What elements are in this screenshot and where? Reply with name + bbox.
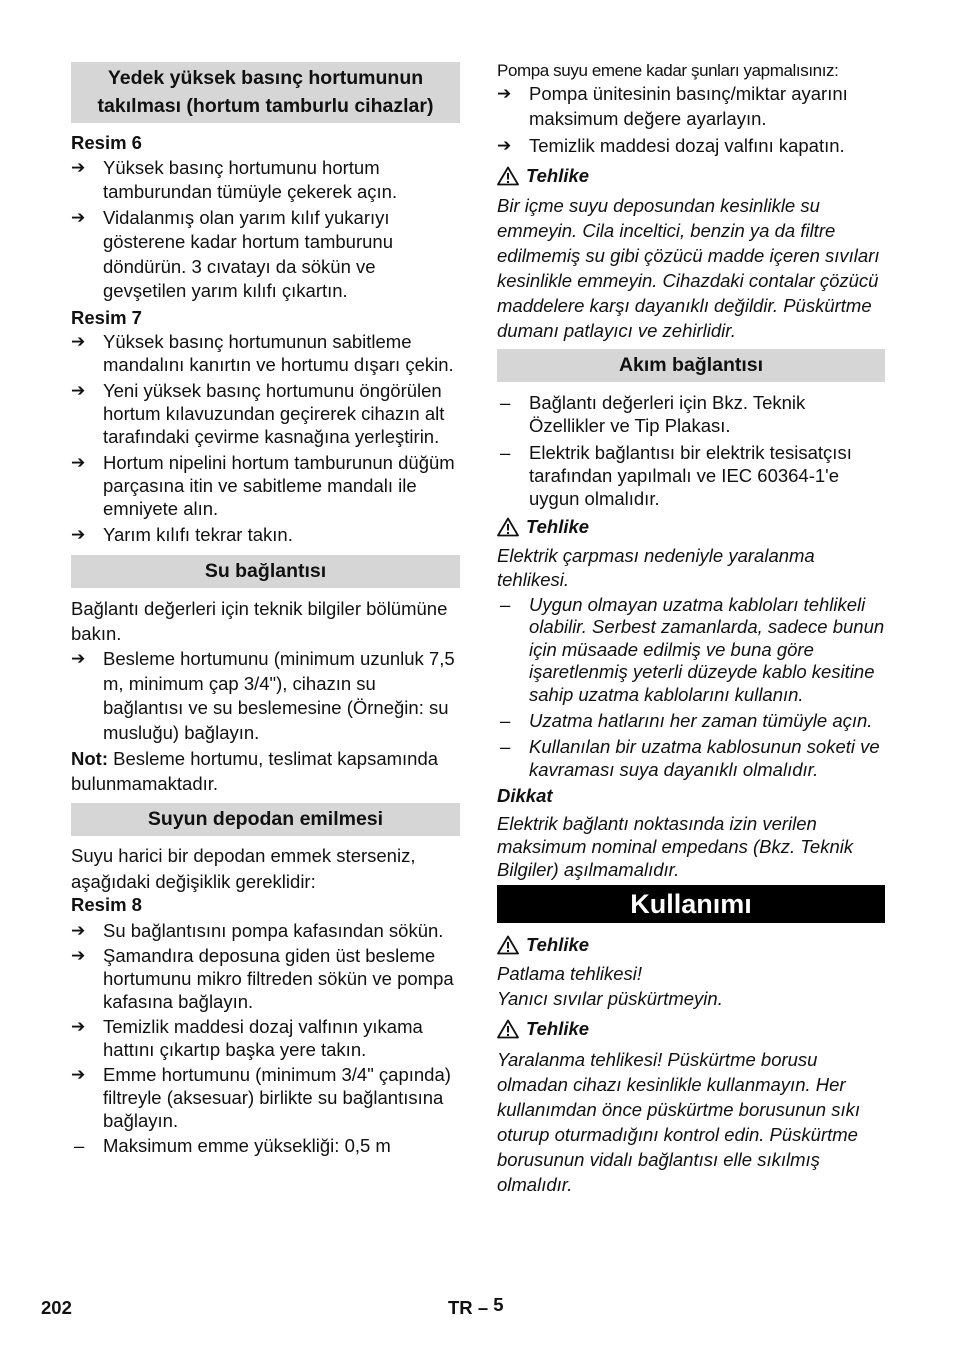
list-item: ➔ Yarım kılıfı tekrar takın.	[71, 524, 293, 545]
list-item: – Uzatma hatlarını her zaman tümüyle açın.	[497, 709, 885, 732]
section-heading-hose-replacement: Yedek yüksek basınç hortumunun takılması (hortum tamburlu cihazlar)	[71, 62, 460, 123]
arrow-icon: ➔	[71, 920, 86, 940]
dash-bullet: –	[74, 1134, 85, 1156]
danger-text: Patlama tehlikesi!	[497, 963, 642, 984]
danger-label: Tehlike	[497, 933, 885, 958]
paragraph: Bağlantı değerleri için teknik bilgiler bölümüne bakın.	[71, 598, 448, 644]
list-item: ➔ Hortum nipelini hortum tamburunun düğüm parçasına itin ve sabitleme mandalı ile emniyete alın.	[71, 452, 455, 519]
figure-ref-7: Resim 7	[71, 306, 142, 328]
list-item: – Kullanılan bir uzatma kablosunun soketi ve kavraması suya dayanıklı olmalıdır.	[497, 735, 885, 781]
section-heading-tank-suction: Suyun depodan emilmesi	[71, 803, 460, 836]
list-item: – Maksimum emme yüksekliği: 0,5 m	[71, 1134, 460, 1157]
caution-text: Elektrik bağlantı noktasında izin verilen maksimum nominal empedans (Bkz. Teknik Bilgiler) aşılmamalıdır.	[497, 812, 854, 880]
footer-lang: TR	[448, 1297, 473, 1318]
right-column	[497, 62, 885, 1197]
list-item: – Elektrik bağlantısı bir elektrik tesisatçısı tarafından yapılmalı ve IEC 60364-1'e uygun olmalıdır.	[497, 441, 885, 510]
section-heading-operation: Kullanımı	[497, 885, 885, 923]
danger-label: Tehlike	[497, 515, 885, 540]
arrow-icon: ➔	[71, 157, 86, 177]
section-heading-power-connection: Akım bağlantısı	[497, 349, 885, 382]
arrow-icon: ➔	[71, 649, 86, 668]
caution-label: Dikkat	[497, 785, 553, 806]
dash-bullet: –	[500, 392, 511, 413]
list-item: ➔ Vidalanmış olan yarım kılıf yukarıyı gösterene kadar hortum tamburunu döndürün. 3 cıvatayı da sökün ve gevşetilen yarım kılıfı çıkartın.	[71, 206, 460, 304]
arrow-icon: ➔	[71, 453, 86, 472]
page-number: 202	[41, 1297, 72, 1318]
dash-bullet: –	[500, 442, 511, 463]
list-item: – Bağlantı değerleri için Bkz. Teknik Özellikler ve Tip Plakası.	[497, 391, 885, 437]
danger-text: Bir içme suyu deposundan kesinlikle su emmeyin. Cila inceltici, benzin ya da filtre edilmemiş su gibi çözücü madde içeren sıvıları kesinlikle emmeyin. Cihazdaki contalar çözücü maddelere karşı dayanıklı değildir. Püskürtme dumanı patlayıcı ve zehirlidir.	[497, 195, 880, 341]
arrow-icon: ➔	[71, 525, 86, 544]
danger-label: Tehlike	[497, 1017, 885, 1042]
footer-page-index: 5	[493, 1294, 504, 1315]
warning-icon	[497, 1019, 519, 1039]
footer-separator: –	[477, 1297, 489, 1318]
arrow-icon: ➔	[71, 207, 86, 227]
section-heading-water-connection: Su bağlantısı	[71, 555, 460, 588]
arrow-icon: ➔	[71, 945, 86, 965]
list-item: ➔ Temizlik maddesi dozaj valfını kapatın.	[497, 134, 885, 159]
warning-icon	[497, 935, 519, 955]
arrow-icon: ➔	[71, 1064, 86, 1084]
arrow-icon: ➔	[497, 84, 512, 103]
arrow-icon: ➔	[71, 1016, 86, 1036]
dash-bullet: –	[500, 710, 511, 731]
note-label: Not:	[71, 748, 108, 769]
left-column	[71, 62, 460, 1157]
danger-text: Yaralanma tehlikesi! Püskürtme borusu olmadan cihazı kesinlikle kullanmayın. Her kullanımdan önce püskürtme borusunun sıkı oturup oturmadığını kontrol edin. Püskürtme borusunun vidalı bağlantısı elle sıkılmış olmalıdır.	[497, 1048, 861, 1195]
figure-ref-6: Resim 6	[71, 132, 142, 153]
list-item: ➔ Temizlik maddesi dozaj valfının yıkama hattını çıkartıp başka yere takın.	[71, 1015, 423, 1060]
list-item: – Uygun olmayan uzatma kabloları tehlikeli olabilir. Serbest zamanlarda, sadece bunun için müsaade edilmiş ve buna göre işaretlenmiş yeterli düzeyde kablo kesitine sahip uzatma kablolarını kullanın.	[497, 594, 885, 707]
footer-section	[448, 1296, 504, 1321]
figure-ref-8: Resim 8	[71, 894, 142, 915]
arrow-icon: ➔	[71, 381, 86, 400]
list-item: ➔ Emme hortumunu (minimum 3/4" çapında) filtreyle (aksesuar) birlikte su bağlantısına bağlayın.	[71, 1063, 451, 1131]
arrow-icon: ➔	[497, 136, 512, 155]
list-item: ➔ Pompa ünitesinin basınç/miktar ayarını maksimum değere ayarlayın.	[497, 82, 885, 131]
danger-label: Tehlike	[497, 164, 885, 189]
dash-bullet: –	[500, 593, 511, 615]
list-item: ➔ Yüksek basınç hortumunu hortum tamburundan tümüyle çekerek açın.	[71, 156, 460, 205]
list-item: ➔ Yeni yüksek basınç hortumunu öngörülen hortum kılavuzundan geçirerek cihazın alt tarafındaki çevirme kasnağına yerleştirin.	[71, 380, 445, 447]
paragraph: Pompa suyu emene kadar şunları yapmalısınız:	[497, 61, 839, 80]
list-item: ➔ Besleme hortumunu (minimum uzunluk 7,5 m, minimum çap 3/4"), cihazın su bağlantısı ve su beslemesine (Örneğin: su musluğu) bağlayın.	[71, 647, 460, 745]
dash-bullet: –	[500, 736, 511, 757]
warning-icon	[497, 166, 519, 186]
arrow-icon: ➔	[71, 332, 86, 351]
warning-icon	[497, 517, 519, 537]
danger-text: Yanıcı sıvılar püskürtmeyin.	[497, 987, 723, 1009]
danger-text: Elektrik çarpması nedeniyle yaralanma tehlikesi.	[497, 544, 815, 590]
list-item: ➔ Şamandıra deposuna giden üst besleme hortumunu mikro filtreden sökün ve pompa kafasına bağlayın.	[71, 944, 454, 1012]
note-paragraph: Not: Besleme hortumu, teslimat kapsamında bulunmamaktadır.	[71, 748, 439, 794]
list-item: ➔ Su bağlantısını pompa kafasından sökün.	[71, 919, 444, 941]
paragraph: Suyu harici bir depodan emmek sterseniz, aşağıdaki değişiklik gereklidir:	[71, 845, 416, 892]
list-item: ➔ Yüksek basınç hortumunun sabitleme mandalını kanırtın ve hortumu dışarı çekin.	[71, 331, 454, 375]
